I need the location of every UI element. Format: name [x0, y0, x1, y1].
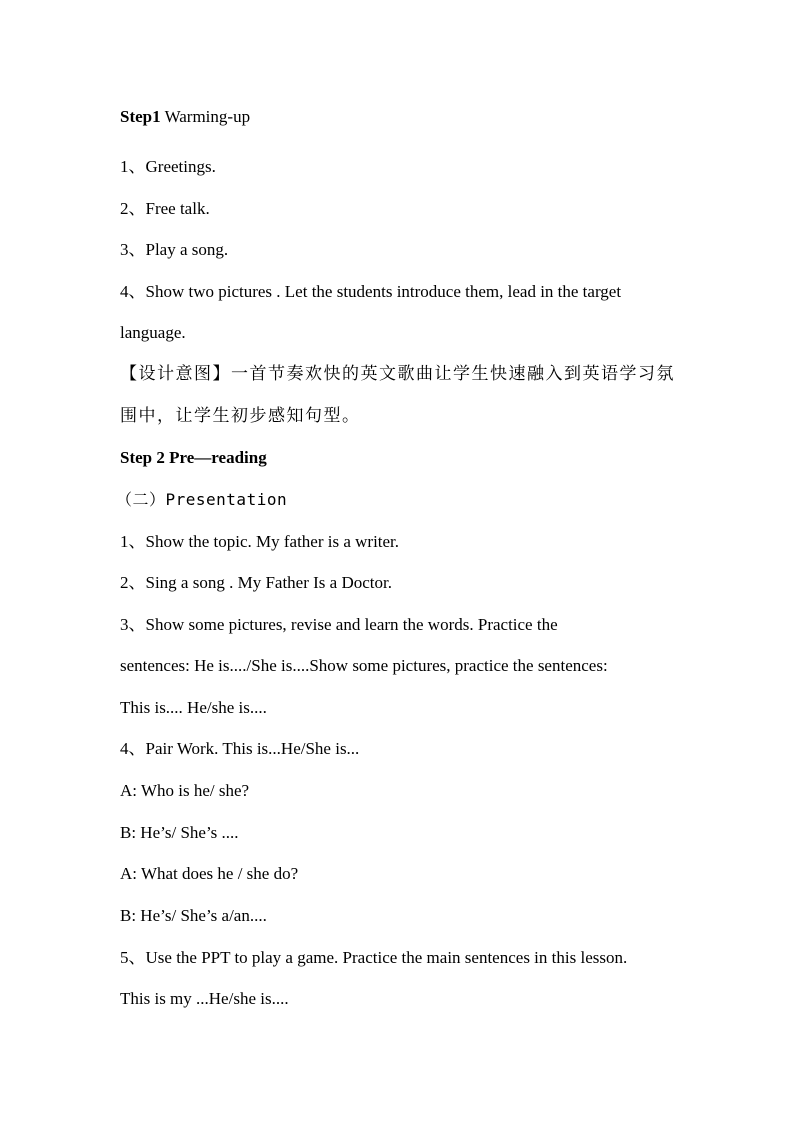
- step2-line-9: A: What does he / she do?: [120, 864, 299, 883]
- step2-line-7: A: Who is he/ she?: [120, 781, 250, 800]
- step2-line-2: 2、Sing a song . My Father Is a Doctor.: [120, 573, 392, 592]
- step2-heading: Step 2 Pre—reading: [120, 448, 267, 467]
- step2-line-11: 5、Use the PPT to play a game. Practice the main sentences in this lesson.: [120, 948, 628, 967]
- step2-line-8: B: He’s/ She’s ....: [120, 823, 239, 842]
- step1-heading-title: Warming-up: [160, 107, 251, 126]
- step2-line-1: 1、Show the topic. My father is a writer.: [120, 532, 400, 551]
- step2-line-3: 3、Show some pictures, revise and learn the words. Practice the: [120, 615, 558, 634]
- step2-line-6: 4、Pair Work. This is...He/She is...: [120, 739, 360, 758]
- step1-item-1: 1、Greetings.: [120, 157, 216, 176]
- step1-heading: [120, 107, 250, 127]
- step1-item-4: 4、Show two pictures . Let the students introduce them, lead in the target: [120, 282, 622, 301]
- step2-line-4: sentences: He is..../She is....Show some pictures, practice the sentences:: [120, 656, 608, 675]
- design-intent-line-1: 【设计意图】一首节奏欢快的英文歌曲让学生快速融入到英语学习氛: [120, 364, 675, 384]
- step1-heading-label: Step1: [120, 107, 161, 126]
- step1-item-3: 3、Play a song.: [120, 240, 229, 259]
- step1-item-2: 2、Free talk.: [120, 199, 210, 218]
- design-intent-line-2: 围中，让学生初步感知句型。: [120, 406, 361, 426]
- step2-line-5: This is.... He/she is....: [120, 698, 267, 717]
- step2-line-10: B: He’s/ She’s a/an....: [120, 906, 267, 925]
- step2-subheading: （二）Presentation: [116, 490, 288, 509]
- step2-line-12: This is my ...He/she is....: [120, 989, 289, 1008]
- step1-item-4-continued: language.: [120, 323, 186, 342]
